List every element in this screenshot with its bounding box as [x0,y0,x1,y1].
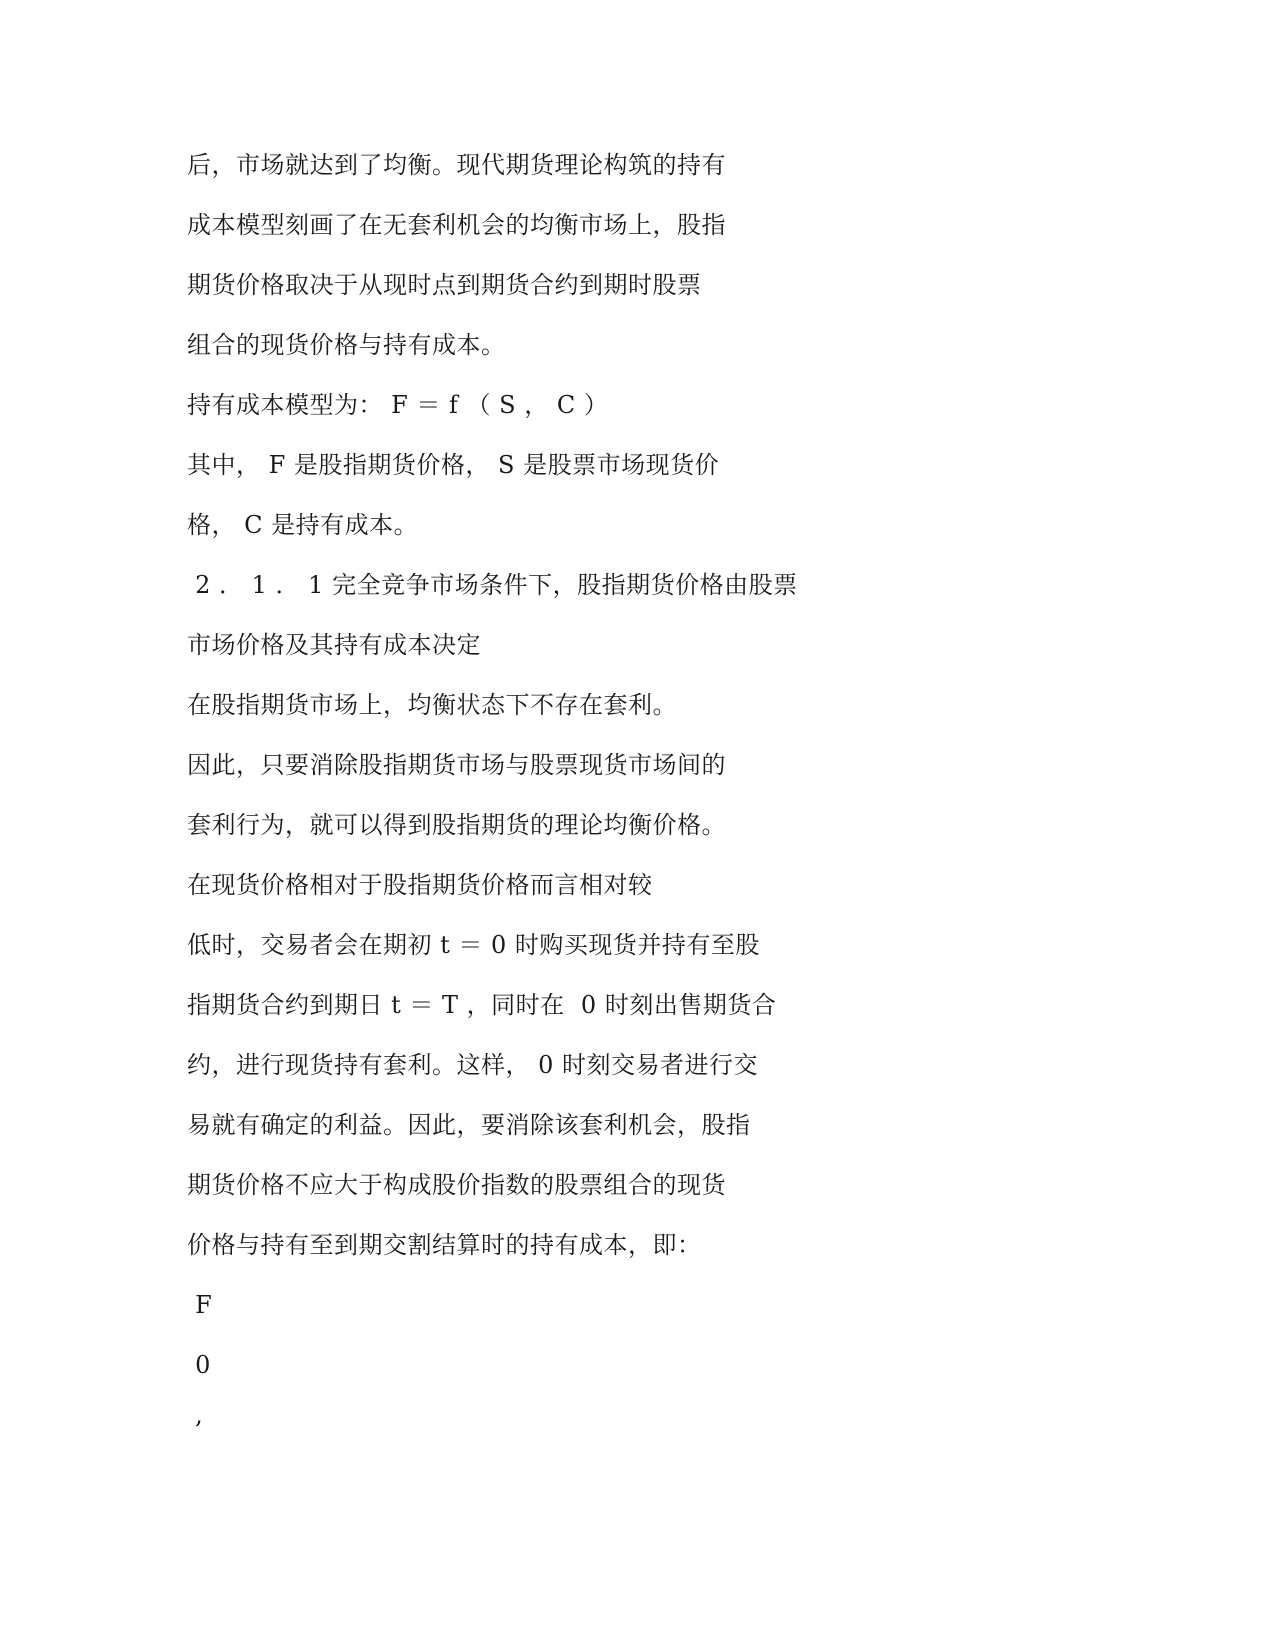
text-line: 低时，交易者会在期初 t ＝ 0 时购买现货并持有至股 [187,931,760,959]
formula-fragment: , [187,1401,204,1429]
text-line: 期货价格不应大于构成股价指数的股票组合的现货 [187,1171,726,1199]
text-line: 约，进行现货持有套利。这样， 0 时刻交易者进行交 [187,1051,759,1079]
text-line: 因此，只要消除股指期货市场与股票现货市场间的 [187,751,726,779]
text-line: 指期货合约到期日 t ＝ T ，同时在 0 时刻出售期货合 [187,991,777,1019]
text-line: 格， C 是持有成本。 [187,511,419,539]
text-line: 在股指期货市场上，均衡状态下不存在套利。 [187,691,677,719]
text-line: 持有成本模型为： F ＝ f （ S ， C ） [187,391,609,419]
text-line: 在现货价格相对于股指期货价格而言相对较 [187,871,653,899]
text-line: 期货价格取决于从现时点到期货合约到期时股票 [187,271,702,299]
text-line: 套利行为，就可以得到股指期货的理论均衡价格。 [187,811,726,839]
text-line: 成本模型刻画了在无套利机会的均衡市场上，股指 [187,211,726,239]
formula-fragment: 0 [187,1351,211,1379]
formula-fragment: F [187,1291,213,1319]
text-line: 后，市场就达到了均衡。现代期货理论构筑的持有 [187,151,726,179]
text-line: 市场价格及其持有成本决定 [187,631,481,659]
text-line: 易就有确定的利益。因此，要消除该套利机会，股指 [187,1111,751,1139]
section-heading: 2 ． 1 ． 1 完全竞争市场条件下，股指期货价格由股票 [187,571,798,599]
text-line: 价格与持有至到期交割结算时的持有成本，即： [187,1231,702,1259]
text-line: 组合的现货价格与持有成本。 [187,331,506,359]
text-line: 其中， F 是股指期货价格， S 是股票市场现货价 [187,451,720,479]
